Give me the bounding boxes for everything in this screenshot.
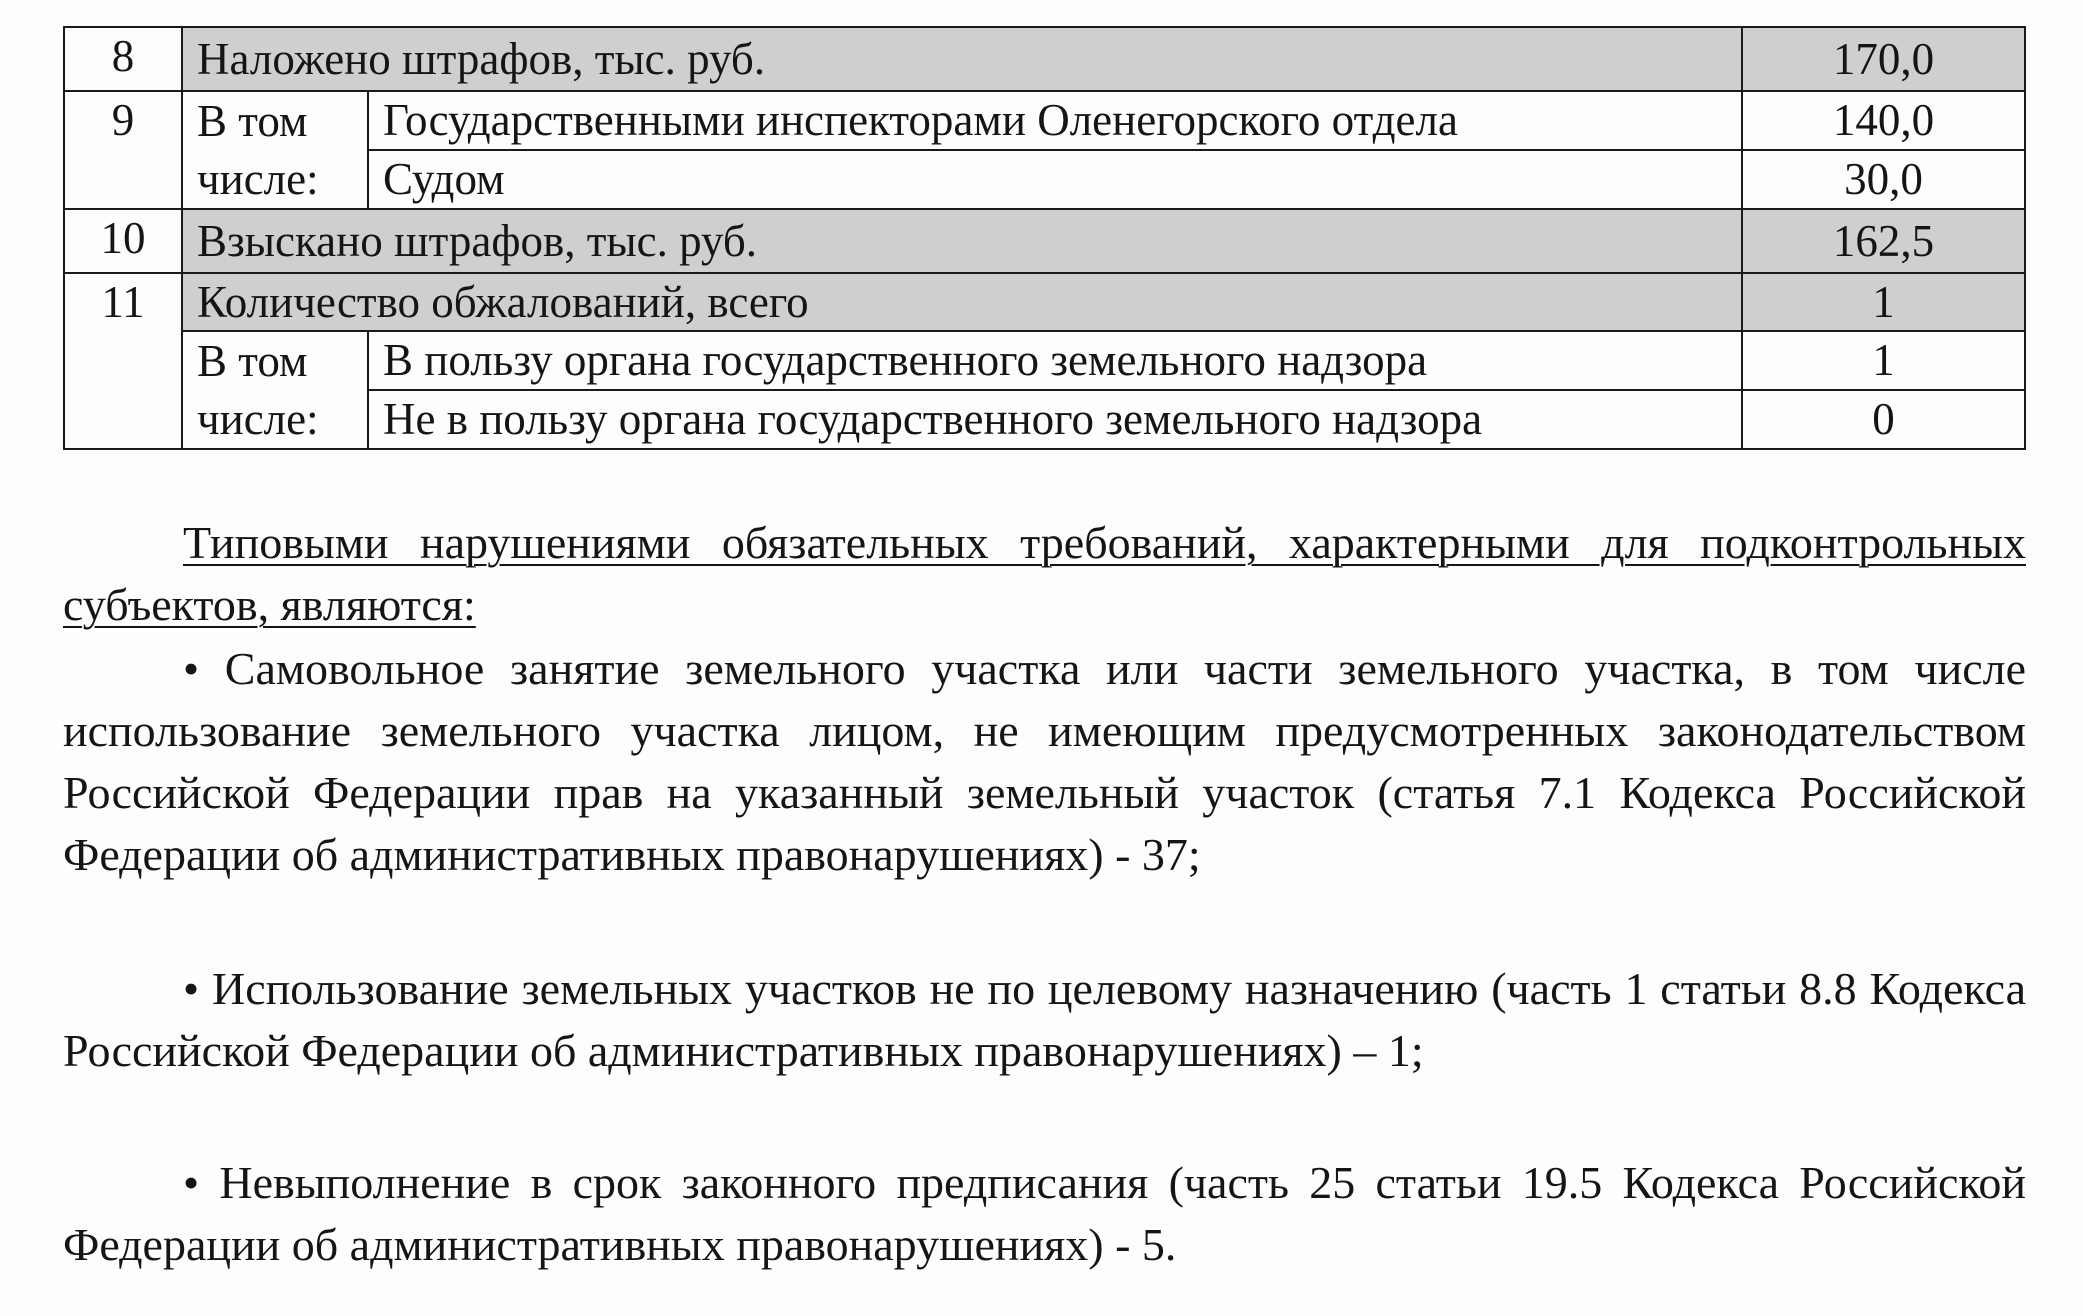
row-number: 8 xyxy=(64,27,182,91)
row-sub-label: В том числе: xyxy=(182,91,368,209)
table-row xyxy=(64,209,2025,273)
row-value: 0 xyxy=(1742,390,2025,449)
row-number: 10 xyxy=(64,209,182,273)
bullet-icon: • xyxy=(183,643,200,694)
violation-text: Самовольное занятие земельного участка или части земельного участка, в том числе использование земельного участка лицом, не имеющим предусмотренных законодательством Российской Федерации прав на указанный земельный участок (статья 7.1 Кодекса Российской Федерации об административных правонарушениях) - 37; xyxy=(63,643,2027,880)
table-row xyxy=(64,331,2025,390)
row-label: Наложено штрафов, тыс. руб. xyxy=(182,27,1742,91)
row-label: Государственными инспекторами Оленегорского отдела xyxy=(368,91,1742,150)
bullet-icon: • xyxy=(183,1157,200,1208)
table-row xyxy=(64,273,2025,331)
bullet-icon: • xyxy=(183,963,200,1014)
violation-text: Невыполнение в срок законного предписания (часть 25 статьи 19.5 Кодекса Российской Федерации об административных правонарушениях) - 5. xyxy=(63,1157,2027,1270)
row-label: В пользу органа государственного земельного надзора xyxy=(368,331,1742,390)
table-row xyxy=(64,27,2025,91)
row-sub-label: В том числе: xyxy=(182,331,368,449)
violation-text: Использование земельных участков не по целевому назначению (часть 1 статьи 8.8 Кодекса Российской Федерации об административных правонарушениях) – 1; xyxy=(63,963,2026,1076)
row-value: 1 xyxy=(1742,273,2025,331)
violation-list-item xyxy=(63,638,2026,886)
violations-intro: Типовыми нарушениями обязательных требований, характерными для подконтрольных субъектов, являются: xyxy=(63,517,2026,630)
row-label: Не в пользу органа государственного земельного надзора xyxy=(368,390,1742,449)
row-number: 11 xyxy=(64,273,182,449)
row-value: 170,0 xyxy=(1742,27,2025,91)
violation-list-item xyxy=(63,958,2026,1082)
row-label: Количество обжалований, всего xyxy=(182,273,1742,331)
fines-statistics-table xyxy=(63,26,2026,450)
row-label: Взыскано штрафов, тыс. руб. xyxy=(182,209,1742,273)
row-value: 140,0 xyxy=(1742,91,2025,150)
row-value: 162,5 xyxy=(1742,209,2025,273)
row-number: 9 xyxy=(64,91,182,209)
row-value: 30,0 xyxy=(1742,150,2025,209)
table-row xyxy=(64,91,2025,150)
row-value: 1 xyxy=(1742,331,2025,390)
row-label: Судом xyxy=(368,150,1742,209)
violation-list-item xyxy=(63,1152,2026,1276)
